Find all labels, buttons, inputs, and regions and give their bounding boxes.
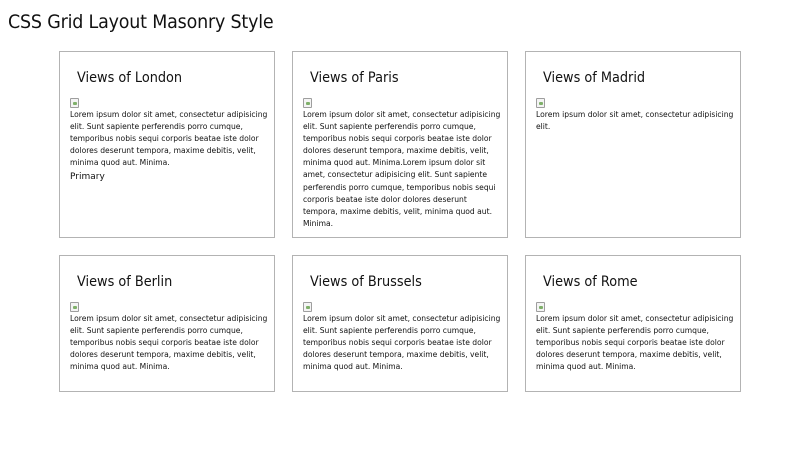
card-brussels xyxy=(292,255,508,392)
card-text: Lorem ipsum dolor sit amet, consectetur adipisicing elit. Sunt sapiente perferendis porro cumque, temporibus nobis sequi corporis beatae iste dolor dolores deserunt tempora, maxime debitis, velit, minima quod aut. Minima.Lorem ipsum dolor sit amet, consectetur adipisicing elit. Sunt sapiente perferendis porro cumque, temporibus nobis sequi corporis beatae iste dolor dolores deserunt tempora, maxime debitis, velit, minima quod aut. Minima. xyxy=(303,110,501,228)
broken-image-icon xyxy=(70,98,79,108)
card-text: Lorem ipsum dolor sit amet, consectetur adipisicing elit. Sunt sapiente perferendis porro cumque, temporibus nobis sequi corporis beatae iste dolor dolores deserunt tempora, maxime debitis, velit, minima quod aut. Minima. xyxy=(70,314,268,372)
card-title: Views of London xyxy=(77,70,183,86)
card-title: Views of Madrid xyxy=(543,70,646,86)
card-extra-label: Primary xyxy=(70,172,105,182)
card-text: Lorem ipsum dolor sit amet, consectetur adipisicing elit. Sunt sapiente perferendis porro cumque, temporibus nobis sequi corporis beatae iste dolor dolores deserunt tempora, maxime debitis, velit, minima quod aut. Minima. xyxy=(536,314,734,372)
card-london xyxy=(59,51,275,238)
card-text: Lorem ipsum dolor sit amet, consectetur adipisicing elit. xyxy=(536,110,734,132)
broken-image-icon xyxy=(303,98,312,108)
card-text: Lorem ipsum dolor sit amet, consectetur adipisicing elit. Sunt sapiente perferendis porro cumque, temporibus nobis sequi corporis beatae iste dolor dolores deserunt tempora, maxime debitis, velit, minima quod aut. Minima. xyxy=(70,110,268,168)
card-madrid xyxy=(525,51,741,238)
card-berlin xyxy=(59,255,275,392)
card-text: Lorem ipsum dolor sit amet, consectetur adipisicing elit. Sunt sapiente perferendis porro cumque, temporibus nobis sequi corporis beatae iste dolor dolores deserunt tempora, maxime debitis, velit, minima quod aut. Minima. xyxy=(303,314,501,372)
card-paris xyxy=(292,51,508,238)
card-rome xyxy=(525,255,741,392)
page-title: CSS Grid Layout Masonry Style xyxy=(8,11,274,33)
card-title: Views of Paris xyxy=(310,70,399,86)
broken-image-icon xyxy=(303,302,312,312)
card-title: Views of Berlin xyxy=(77,274,173,290)
broken-image-icon xyxy=(536,302,545,312)
broken-image-icon xyxy=(536,98,545,108)
broken-image-icon xyxy=(70,302,79,312)
card-title: Views of Brussels xyxy=(310,274,422,290)
card-title: Views of Rome xyxy=(543,274,638,290)
